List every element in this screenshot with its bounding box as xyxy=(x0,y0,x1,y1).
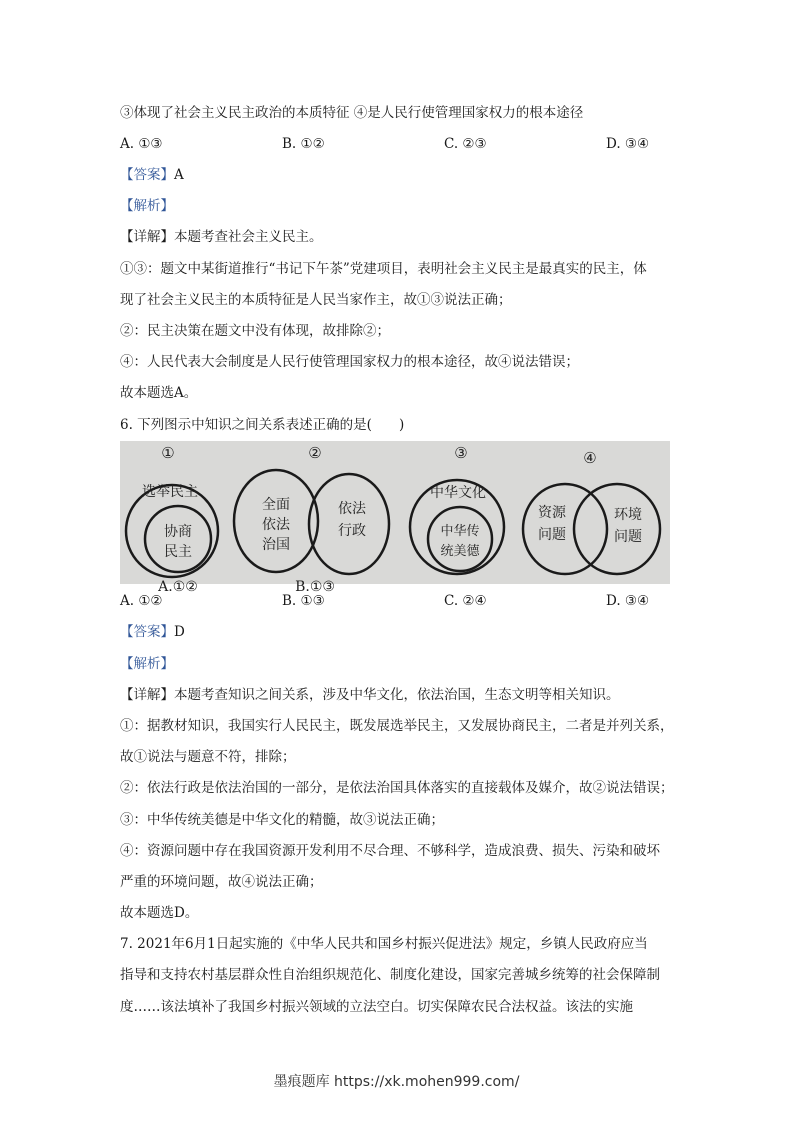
diagram-3-marker: ③ xyxy=(454,444,468,462)
q6-stem: 6. 下列图示中知识之间关系表述正确的是( ) xyxy=(120,417,405,433)
q6-explanation-line: 故①说法与题意不符，排除； xyxy=(120,749,296,765)
diagram-1-inner-label-2: 民主 xyxy=(164,544,192,560)
diagram-2-left-label-1: 全面 xyxy=(262,497,290,513)
q6-relationship-diagram xyxy=(120,441,670,595)
diagram-2-left-label-2: 依法 xyxy=(262,517,290,533)
q5-answer-label: 【答案】 xyxy=(120,167,174,183)
q7-stem-line: 7. 2021年6月1日起实施的《中华人民共和国乡村振兴促进法》规定，乡镇人民政府应当 xyxy=(120,936,648,952)
diagram-2-option-caption: B.①③ xyxy=(295,579,335,595)
diagram-4-left-label-2: 问题 xyxy=(538,527,566,543)
q5-option-d: D. ③④ xyxy=(606,136,650,152)
diagram-3-inner-circle xyxy=(428,507,492,571)
diagram-1-marker: ① xyxy=(161,444,175,462)
diagram-2 xyxy=(234,444,389,595)
footer-watermark: 墨痕题库 https://xk.mohen999.com/ xyxy=(273,1074,520,1090)
q6-option-d: D. ③④ xyxy=(606,593,650,609)
q6-answer-label: 【答案】 xyxy=(120,624,174,640)
q5-explanation-line: ②：民主决策在题文中没有体现，故排除②； xyxy=(120,323,390,339)
diagram-3-outer-label: 中华文化 xyxy=(430,485,486,501)
q6-conclusion: 故本题选D。 xyxy=(120,905,199,921)
diagram-2-right-label-2: 行政 xyxy=(338,523,366,539)
q5-statement-line: ③体现了社会主义民主政治的本质特征 ④是人民行使管理国家权力的根本途径 xyxy=(120,105,584,121)
q5-answer-value: A xyxy=(174,167,184,183)
q7-stem-line: 度……该法填补了我国乡村振兴领域的立法空白。切实保障农民合法权益。该法的实施 xyxy=(120,999,633,1015)
q6-analysis-label: 【解析】 xyxy=(120,656,174,672)
diagram-2-right-label-1: 依法 xyxy=(338,501,366,517)
q5-explanation-line: ①③：题文中某街道推行“书记下午茶”党建项目，表明社会主义民主是最真实的民主，体 xyxy=(120,261,647,277)
diagram-4-marker: ④ xyxy=(583,449,597,467)
q5-option-a: A. ①③ xyxy=(120,136,163,152)
diagram-1-outer-label: 选举民主 xyxy=(142,484,198,500)
diagram-1-inner-label-1: 协商 xyxy=(164,524,192,540)
q6-detail: 【详解】本题考查知识之间关系，涉及中华文化，依法治国，生态文明等相关知识。 xyxy=(120,687,620,703)
diagram-4-right-label-1: 环境 xyxy=(614,507,642,523)
q5-answer xyxy=(120,166,184,184)
q6-answer xyxy=(120,623,185,641)
diagram-3 xyxy=(410,444,504,574)
q6-explanation-line: ④：资源问题中存在我国资源开发利用不尽合理、不够科学，造成浪费、损失、污染和破坏 xyxy=(120,843,660,859)
diagram-4-left-label-1: 资源 xyxy=(538,505,566,521)
q5-analysis-label: 【解析】 xyxy=(120,198,174,214)
diagram-4-right-label-2: 问题 xyxy=(614,529,642,545)
q6-explanation-line: ②：依法行政是依法治国的一部分，是依法治国具体落实的直接载体及媒介，故②说法错误； xyxy=(120,780,674,796)
diagram-4 xyxy=(523,449,660,574)
diagram-3-inner-label-2: 统美德 xyxy=(440,544,480,559)
diagram-2-marker: ② xyxy=(308,444,322,462)
q5-conclusion: 故本题选A。 xyxy=(120,385,198,401)
q5-option-b: B. ①② xyxy=(282,136,325,152)
diagram-1 xyxy=(126,444,218,595)
q5-explanation-line: ④：人民代表大会制度是人民行使管理国家权力的根本途径，故④说法错误； xyxy=(120,354,579,370)
q6-explanation-line: ①：据教材知识，我国实行人民民主，既发展选举民主，又发展协商民主，二者是并列关系， xyxy=(120,718,674,734)
q6-option-c: C. ②④ xyxy=(444,593,487,609)
diagram-1-option-caption: A.①② xyxy=(158,579,198,595)
q5-explanation-line: 现了社会主义民主的本质特征是人民当家作主，故①③说法正确； xyxy=(120,292,512,308)
q6-explanation-line: 严重的环境问题，故④说法正确； xyxy=(120,874,323,890)
diagram-2-left-label-3: 治国 xyxy=(262,537,290,553)
q6-explanation-line: ③：中华传统美德是中华文化的精髓，故③说法正确； xyxy=(120,812,444,828)
q5-option-c: C. ②③ xyxy=(444,136,487,152)
q5-detail: 【详解】本题考查社会主义民主。 xyxy=(120,229,323,245)
q7-stem-line: 指导和支持农村基层群众性自治组织规范化、制度化建设，国家完善城乡统筹的社会保障制 xyxy=(120,967,660,983)
q6-answer-value: D xyxy=(174,624,185,640)
diagram-3-inner-label-1: 中华传 xyxy=(440,524,480,539)
q6-option-b: B. ①③ xyxy=(282,593,325,609)
q6-option-a: A. ①② xyxy=(120,593,163,609)
